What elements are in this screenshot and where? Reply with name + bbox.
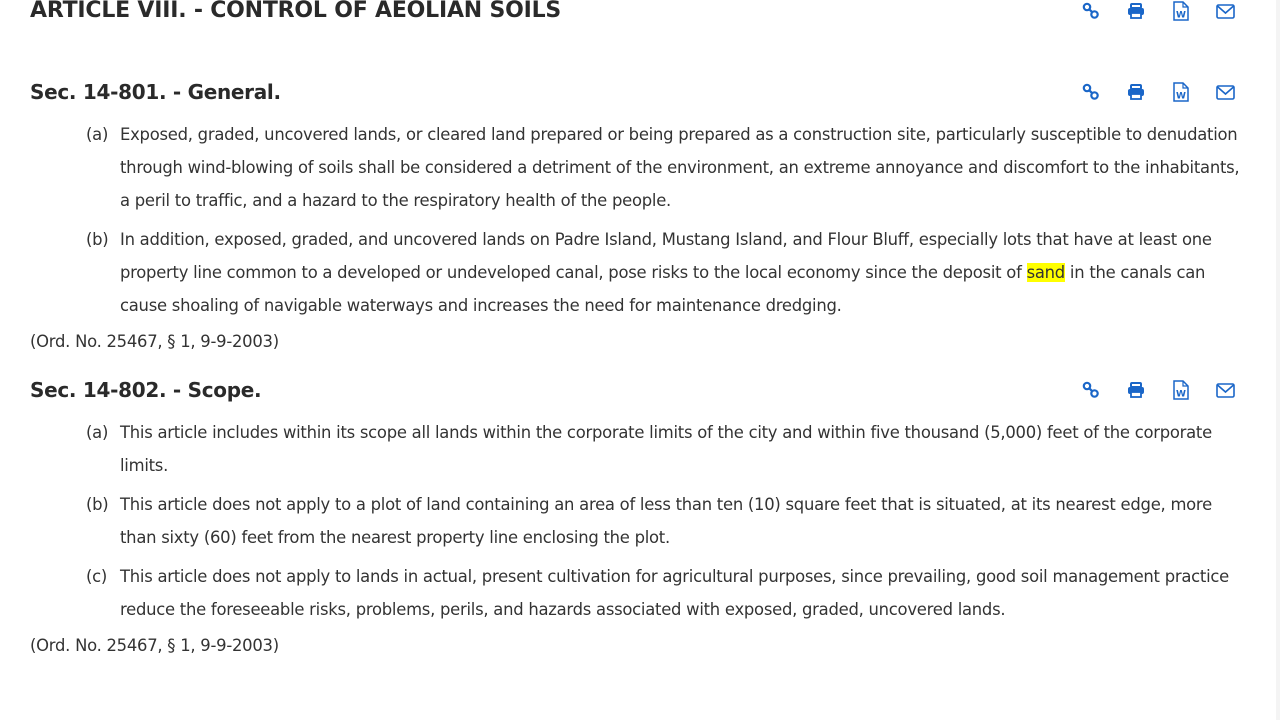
article-toolbar <box>1068 0 1248 23</box>
email-icon <box>1216 4 1235 19</box>
document-page <box>30 0 1248 660</box>
paragraph <box>30 416 1248 482</box>
paragraph-text: This article includes within its scope all lands within the corporate limits of the city and within five thousand (5,000) feet of the corporate limits. <box>120 423 1212 475</box>
copy-link-button[interactable] <box>1068 0 1113 23</box>
text-segment: In addition, exposed, graded, and uncovered lands on Padre Island, Mustang Island, and Flour Bluff, especially lots that have at least one property line common to a developed or undeveloped canal, pose risks to the local economy since the deposit of <box>120 230 1212 282</box>
section-body <box>30 416 1248 626</box>
search-highlight: sand <box>1026 263 1065 282</box>
copy-link-button[interactable] <box>1068 378 1113 402</box>
paragraph <box>30 560 1248 626</box>
section-body <box>30 118 1248 322</box>
section-header <box>30 76 1248 108</box>
link-icon <box>1082 381 1100 399</box>
paragraph <box>30 488 1248 554</box>
paragraph-label: (b) <box>86 495 109 514</box>
download-word-button[interactable] <box>1158 378 1203 402</box>
svg-text:W: W <box>1175 10 1186 21</box>
download-word-button[interactable] <box>1158 0 1203 23</box>
word-doc-icon <box>1173 380 1189 400</box>
paragraph-label: (a) <box>86 423 109 442</box>
paragraph <box>30 118 1248 217</box>
word-doc-icon <box>1173 82 1189 102</box>
article-header <box>30 0 1248 32</box>
paragraph-text: Exposed, graded, uncovered lands, or cleared land prepared or being prepared as a construction site, particularly susceptible to denudation through wind-blowing of soils shall be considered a detriment of the environment, an extreme annoyance and discomfort to the inhabitants, a peril to traffic, and a hazard to the respiratory health of the people. <box>120 125 1240 210</box>
paragraph-text <box>120 223 1248 322</box>
paragraph-label: (c) <box>86 567 108 586</box>
article-title: ARTICLE VIII. - CONTROL OF AEOLIAN SOILS <box>30 0 562 23</box>
svg-text:W: W <box>1175 389 1186 400</box>
paragraph <box>30 223 1248 322</box>
print-button[interactable] <box>1113 80 1158 104</box>
print-button[interactable] <box>1113 0 1158 23</box>
email-icon <box>1216 383 1235 398</box>
copy-link-button[interactable] <box>1068 80 1113 104</box>
print-button[interactable] <box>1113 378 1158 402</box>
section-toolbar <box>1068 378 1248 402</box>
history-note: (Ord. No. 25467, § 1, 9-9-2003) <box>30 332 279 351</box>
print-icon <box>1127 84 1145 100</box>
print-icon <box>1127 382 1145 398</box>
email-button[interactable] <box>1203 0 1248 23</box>
email-button[interactable] <box>1203 378 1248 402</box>
link-icon <box>1082 2 1100 20</box>
email-button[interactable] <box>1203 80 1248 104</box>
text-segment: in the canals can cause shoaling of navigable waterways and increases the need for maintenance dredging. <box>120 263 1206 315</box>
paragraph-text: This article does not apply to a plot of land containing an area of less than ten (10) square feet that is situated, at its nearest edge, more than sixty (60) feet from the nearest property line enclosing the plot. <box>120 495 1212 547</box>
svg-text:W: W <box>1175 91 1186 102</box>
download-word-button[interactable] <box>1158 80 1203 104</box>
email-icon <box>1216 85 1235 100</box>
paragraph-label: (a) <box>86 125 109 144</box>
section-title: Sec. 14-801. - General. <box>30 80 281 104</box>
print-icon <box>1127 3 1145 19</box>
word-doc-icon <box>1173 1 1189 21</box>
section-header <box>30 374 1248 406</box>
history-note: (Ord. No. 25467, § 1, 9-9-2003) <box>30 636 279 655</box>
link-icon <box>1082 83 1100 101</box>
scrollbar-gutter[interactable] <box>1276 0 1280 720</box>
section-toolbar <box>1068 80 1248 104</box>
paragraph-label: (b) <box>86 230 109 249</box>
paragraph-text: This article does not apply to lands in actual, present cultivation for agricultural purposes, since prevailing, good soil management practice reduce the foreseeable risks, problems, perils, and hazards associated with exposed, graded, uncovered lands. <box>120 567 1229 619</box>
section-title: Sec. 14-802. - Scope. <box>30 378 262 402</box>
